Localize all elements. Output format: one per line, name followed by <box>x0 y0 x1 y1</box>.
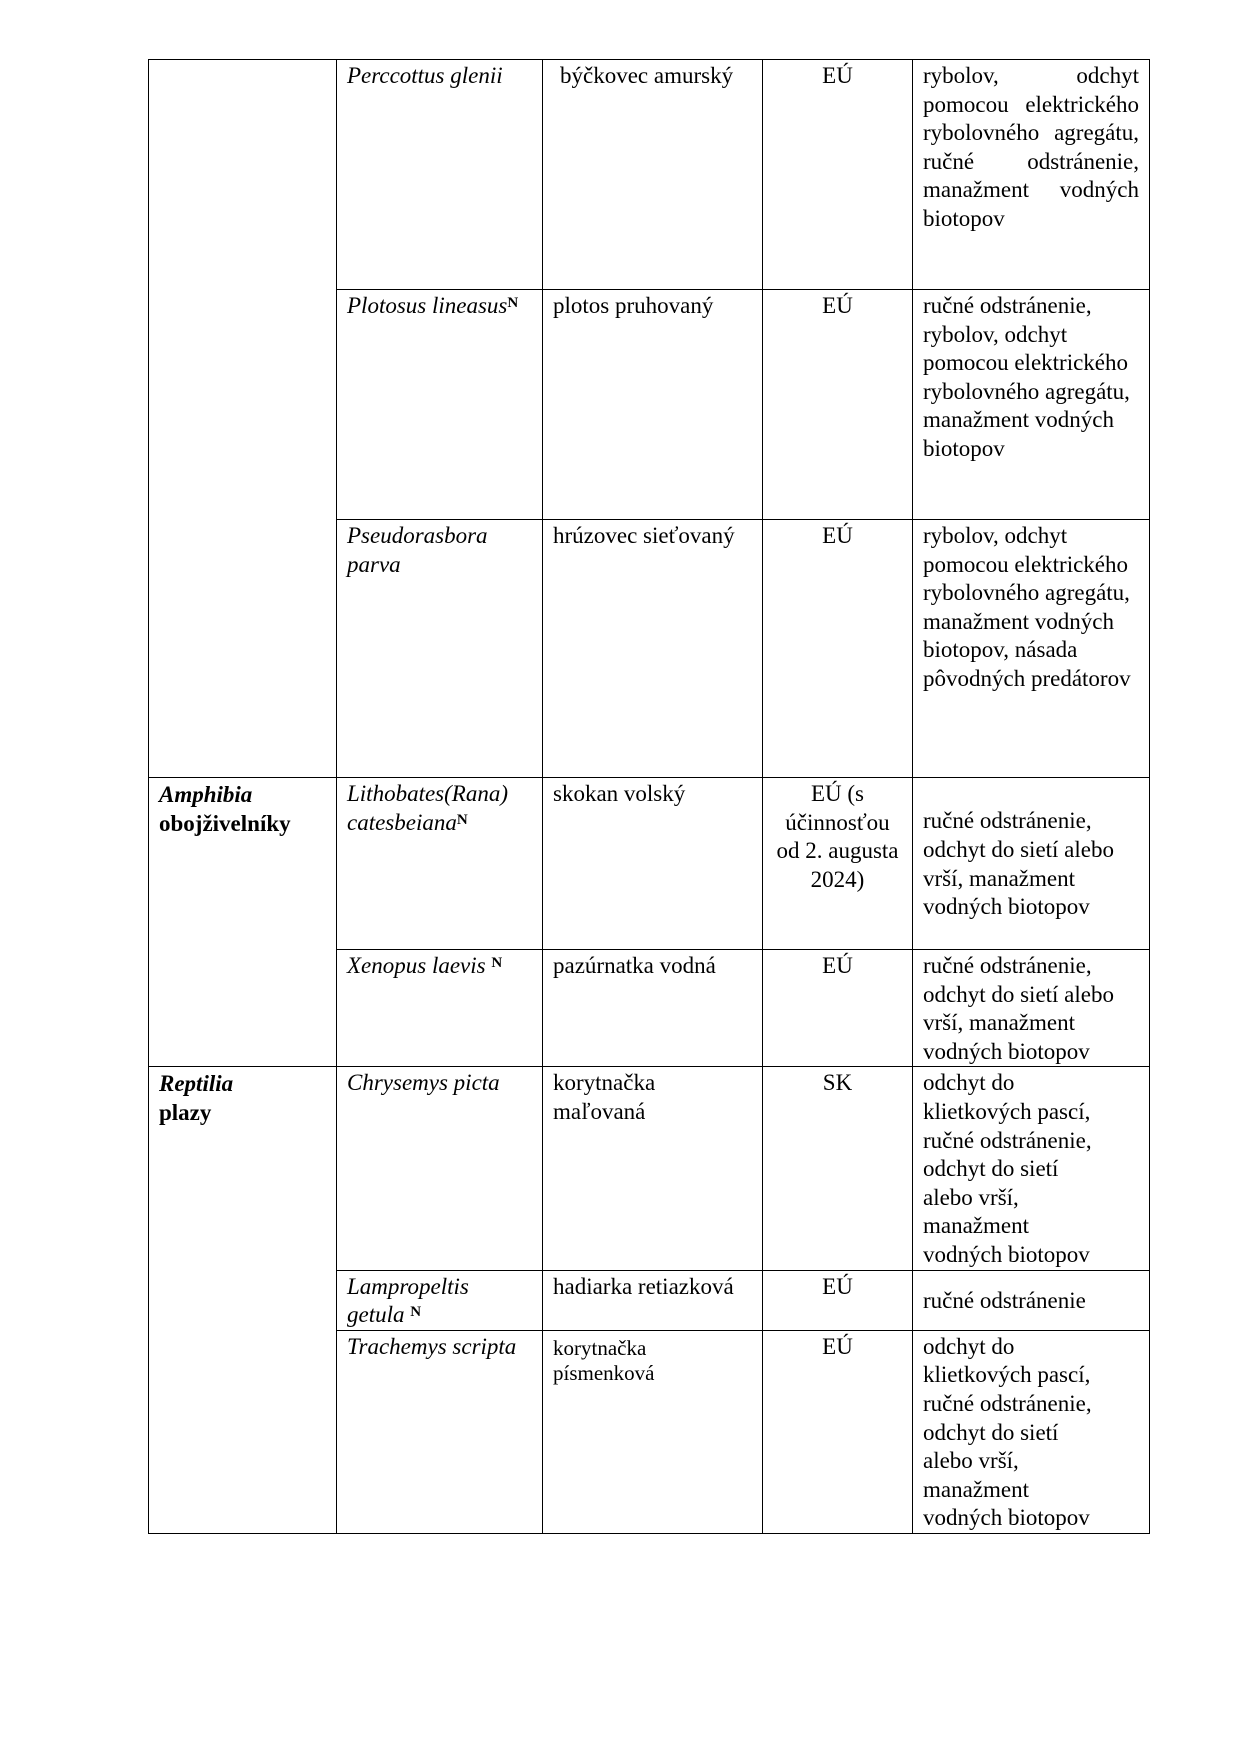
species-latin: Pseudorasbora parva <box>347 523 488 577</box>
measures-cell: odchyt do klietkových pascí, ručné odstránenie, odchyt do sietí alebo vrší, manažment vodných biotopov <box>913 1067 1150 1270</box>
table-row <box>149 1067 1150 1270</box>
status-cell: EÚ <box>763 1330 913 1533</box>
species-sk-cell <box>543 1330 763 1533</box>
status-cell: EÚ <box>763 60 913 290</box>
species-latin: Trachemys scripta <box>347 1333 517 1359</box>
species-sk-cell <box>543 290 763 520</box>
class-latin: Amphibia <box>159 782 253 807</box>
species-latin-cell <box>337 290 543 520</box>
table-row <box>149 60 1150 290</box>
status-cell: EÚ <box>763 950 913 1067</box>
species-sk: býčkovec amurský <box>560 63 734 88</box>
native-mark: N <box>456 811 468 828</box>
status-cell: EÚ (s účinnosťou od 2. augusta 2024) <box>763 778 913 950</box>
species-sk: hadiarka retiazková <box>553 1273 734 1299</box>
measures-cell: ručné odstránenie, odchyt do sietí alebo vrší, manažment vodných biotopov <box>913 778 1150 950</box>
species-sk-cell <box>543 520 763 778</box>
species-sk-cell <box>543 778 763 950</box>
species-latin-cell <box>337 778 543 950</box>
measures-cell: rybolov, odchyt pomocou elektrického rybolovného agregátu, manažment vodných biotopov, násada pôvodných predátorov <box>913 520 1150 778</box>
class-sk: obojživelníky <box>159 810 291 836</box>
invasive-species-table <box>148 59 1150 1534</box>
status-cell: SK <box>763 1067 913 1270</box>
status-cell: EÚ <box>763 1270 913 1330</box>
species-latin: Plotosus lineasus <box>347 293 508 318</box>
species-sk-cell <box>543 1270 763 1330</box>
species-latin: Xenopus laevis <box>347 953 492 978</box>
species-sk: korytnačka maľovaná <box>553 1070 656 1124</box>
status-cell: EÚ <box>763 290 913 520</box>
species-latin-cell <box>337 520 543 778</box>
species-latin: Lithobates(Rana) catesbeiana <box>347 781 508 835</box>
table-row <box>149 778 1150 950</box>
measures-cell: ručné odstránenie, odchyt do sietí alebo vrší, manažment vodných biotopov <box>913 950 1150 1067</box>
native-mark: N <box>410 1304 422 1321</box>
species-sk-cell <box>543 950 763 1067</box>
species-latin-cell <box>337 950 543 1067</box>
species-latin: Lampropeltis getula <box>347 1273 469 1328</box>
measures-cell: rybolov, odchyt pomocou elektrického rybolovného agregátu, ručné odstránenie, manažment vodných biotopov <box>913 60 1150 290</box>
class-cell <box>149 1067 337 1534</box>
species-sk: pazúrnatka vodná <box>553 953 716 978</box>
native-mark: N <box>491 955 503 971</box>
class-latin: Reptilia <box>159 1071 234 1097</box>
species-sk: skokan volský <box>553 781 686 806</box>
species-latin-cell <box>337 1330 543 1533</box>
class-sk: plazy <box>159 1099 212 1125</box>
species-latin-cell <box>337 1067 543 1270</box>
species-latin-cell <box>337 60 543 290</box>
species-sk: hrúzovec sieťovaný <box>553 523 735 548</box>
species-sk-cell <box>543 60 763 290</box>
measures-cell: ručné odstránenie, rybolov, odchyt pomocou elektrického rybolovného agregátu, manažment vodných biotopov <box>913 290 1150 520</box>
class-cell <box>149 778 337 1067</box>
species-sk: korytnačka písmenková <box>553 1335 655 1385</box>
species-table-page <box>148 59 1149 1534</box>
species-latin: Perccottus glenii <box>347 63 503 88</box>
measures-cell: odchyt do klietkových pascí, ručné odstránenie, odchyt do sietí alebo vrší, manažment vodných biotopov <box>913 1330 1150 1533</box>
class-cell <box>149 60 337 778</box>
species-latin-cell <box>337 1270 543 1330</box>
native-mark: N <box>507 295 519 311</box>
species-latin: Chrysemys picta <box>347 1070 500 1096</box>
measures-cell: ručné odstránenie <box>913 1270 1150 1330</box>
species-sk: plotos pruhovaný <box>553 293 714 318</box>
status-cell: EÚ <box>763 520 913 778</box>
species-sk-cell <box>543 1067 763 1270</box>
